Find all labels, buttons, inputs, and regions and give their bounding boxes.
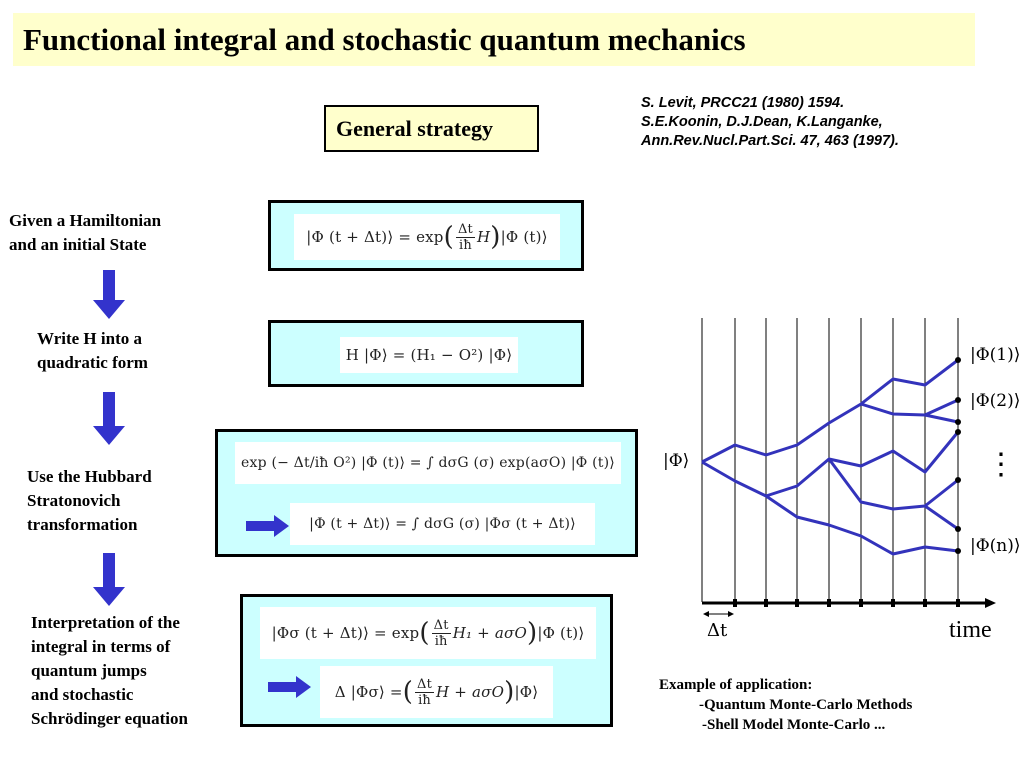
equation-hubbard-stratonovich: exp (− Δt/iħ O²) |Φ (t)⟩ = ∫ dσG (σ) exp(aσO) |Φ (t)⟩ bbox=[235, 442, 621, 484]
step-line: Given a Hamiltonian bbox=[9, 211, 162, 230]
title-bar bbox=[13, 13, 975, 66]
equation-box-2 bbox=[268, 320, 584, 387]
reference-line: S.E.Koonin, D.J.Dean, K.Langanke, bbox=[641, 114, 883, 130]
delta-t-arrow bbox=[703, 611, 734, 617]
step-3-text bbox=[27, 465, 152, 537]
eq-frac-num: Δt bbox=[417, 676, 433, 692]
step-line: quadratic form bbox=[37, 353, 148, 372]
reference-line: S. Levit, PRCC21 (1980) 1594. bbox=[641, 95, 845, 111]
step-line: Interpretation of the bbox=[31, 613, 180, 632]
right-arrow-icon bbox=[246, 515, 290, 537]
reference-line: Ann.Rev.Nucl.Part.Sci. 47, 463 (1997). bbox=[641, 133, 899, 149]
time-axis-arrowhead bbox=[985, 598, 996, 608]
down-arrow-icon bbox=[92, 553, 126, 607]
equation-box-1 bbox=[268, 200, 584, 271]
step-line: and stochastic bbox=[31, 685, 134, 704]
step-4-text bbox=[31, 611, 188, 731]
ellipsis-dots: ⋮ bbox=[986, 447, 1016, 482]
delta-t-label: Δt bbox=[707, 620, 728, 641]
eq-tail: |Φ (t)⟩ bbox=[537, 624, 585, 642]
eq-frac-den: iħ bbox=[434, 633, 448, 649]
eq-lhs: Δ |Φσ⟩ = bbox=[334, 683, 403, 701]
eq-lhs: |Φ (t + Δt)⟩ = exp bbox=[306, 228, 444, 246]
step-1-text bbox=[9, 209, 161, 257]
equation-sigma-evolution: |Φσ (t + Δt)⟩ = exp ( $\frac{\Delta t}{iħ}$ H₁ + aσO ) |Φ (t)⟩ bbox=[260, 607, 596, 659]
equation-integral-form: |Φ (t + Δt)⟩ = ∫ dσG (σ) |Φσ (t + Δt)⟩ bbox=[290, 503, 595, 545]
step-line: quantum jumps bbox=[31, 661, 147, 680]
final-state-2-label: |Φ(2)⟩ bbox=[970, 391, 1021, 411]
stochastic-paths bbox=[702, 360, 958, 554]
step-line: integral in terms of bbox=[31, 637, 171, 656]
eq-frac-num: Δt bbox=[457, 221, 473, 237]
equation-quadratic-form: H |Φ⟩ = (H₁ − O²) |Φ⟩ bbox=[340, 337, 518, 373]
eq-rhs: H bbox=[476, 228, 491, 246]
initial-state-label: |Φ⟩ bbox=[663, 451, 690, 471]
eq-tail: |Φ (t)⟩ bbox=[500, 228, 548, 246]
final-state-n-label: |Φ(n)⟩ bbox=[970, 536, 1021, 556]
step-line: Schrödinger equation bbox=[31, 709, 188, 728]
eq-frac-den: iħ bbox=[458, 237, 472, 253]
final-state-1-label: |Φ(1)⟩ bbox=[970, 345, 1021, 365]
equation-box-4 bbox=[240, 594, 613, 727]
equation-stochastic-schrodinger: Δ |Φσ⟩ = ( $\frac{\Delta t}{iħ}$ H + aσO ) |Φ⟩ bbox=[320, 666, 553, 718]
example-item: -Shell Model Monte-Carlo ... bbox=[702, 717, 886, 733]
eq-tail: |Φ⟩ bbox=[514, 683, 539, 701]
example-of-application bbox=[659, 675, 912, 735]
down-arrow-icon bbox=[92, 270, 126, 320]
step-line: Write H into a bbox=[37, 329, 142, 348]
equation-time-evolution: |Φ (t + Δt)⟩ = exp ( $\frac{\Delta t}{iħ}$ H ) |Φ (t)⟩ bbox=[294, 214, 560, 260]
page-title: Functional integral and stochastic quantum mechanics bbox=[23, 22, 746, 57]
general-strategy-box: General strategy bbox=[324, 105, 539, 152]
example-heading: Example of application: bbox=[659, 677, 813, 693]
eq-rhs: H + aσO bbox=[436, 683, 505, 701]
eq-frac-den: iħ bbox=[418, 692, 431, 708]
down-arrow-icon bbox=[92, 392, 126, 446]
eq-frac-num: Δt bbox=[433, 617, 449, 633]
eq-rhs: H₁ + aσO bbox=[452, 624, 527, 642]
equation-box-3 bbox=[215, 429, 638, 557]
right-arrow-icon bbox=[268, 676, 312, 698]
step-line: Use the Hubbard bbox=[27, 467, 152, 486]
eq-lhs: |Φσ (t + Δt)⟩ = exp bbox=[271, 624, 420, 642]
example-item: -Quantum Monte-Carlo Methods bbox=[699, 697, 913, 713]
step-line: and an initial State bbox=[9, 235, 147, 254]
time-axis-label: time bbox=[949, 617, 992, 643]
step-line: transformation bbox=[27, 515, 138, 534]
stochastic-paths-diagram bbox=[655, 310, 1005, 640]
step-2-text bbox=[37, 327, 148, 375]
step-line: Stratonovich bbox=[27, 491, 121, 510]
references bbox=[641, 94, 899, 151]
